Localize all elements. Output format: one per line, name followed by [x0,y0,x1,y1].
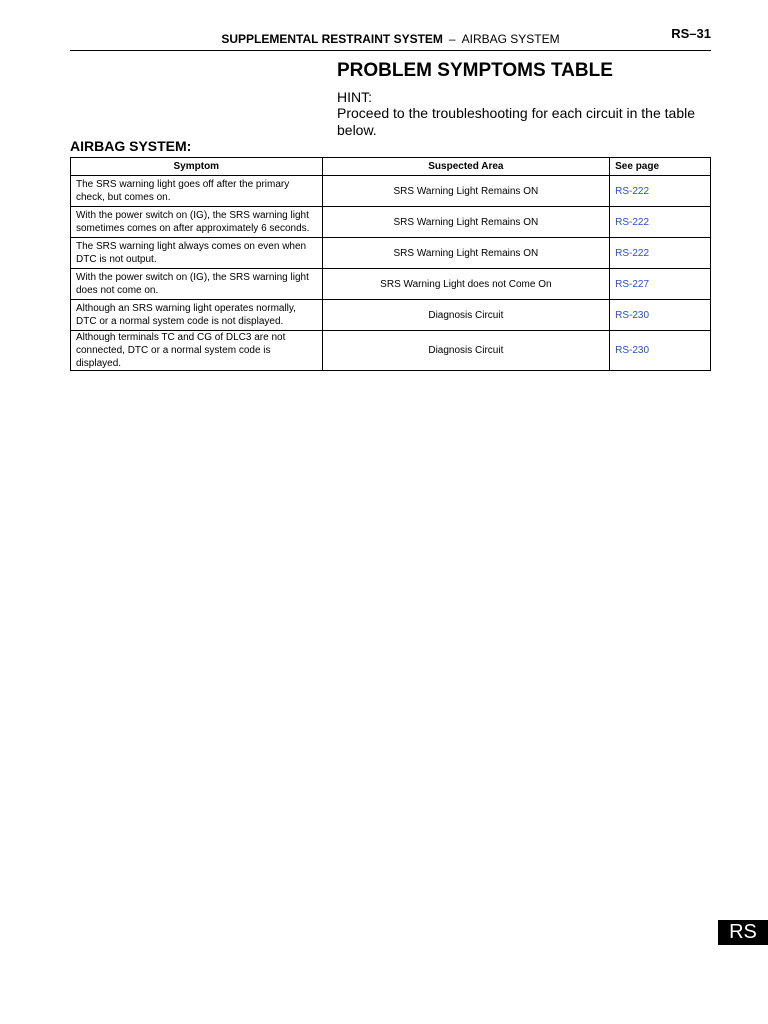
symptom-cell: With the power switch on (IG), the SRS warning light sometimes comes on after approximately 6 seconds. [71,207,323,238]
symptom-cell: Although an SRS warning light operates normally, DTC or a normal system code is not displayed. [71,300,323,331]
table-row [71,207,711,238]
page-title: PROBLEM SYMPTOMS TABLE [337,60,613,81]
table-row [71,238,711,269]
suspected-area-cell: Diagnosis Circuit [322,300,610,331]
symptom-cell: The SRS warning light goes off after the primary check, but comes on. [71,176,323,207]
suspected-area-cell: SRS Warning Light Remains ON [322,176,610,207]
hint-label: HINT: [337,89,372,105]
see-page-cell [610,300,711,331]
header-title [70,32,711,46]
see-page-cell [610,238,711,269]
section-title: AIRBAG SYSTEM: [70,138,192,154]
suspected-area-cell: Diagnosis Circuit [322,331,610,371]
see-page-link[interactable]: RS-222 [615,185,650,197]
column-header-see-page: See page [610,158,711,176]
symptom-cell: The SRS warning light always comes on even when DTC is not output. [71,238,323,269]
table-row [71,331,711,371]
see-page-link[interactable]: RS-222 [615,247,650,259]
suspected-area-cell: SRS Warning Light does not Come On [322,269,610,300]
column-header-suspected-area: Suspected Area [322,158,610,176]
page-header [70,26,711,51]
see-page-cell [610,176,711,207]
problem-symptoms-table [70,157,711,371]
symptom-cell: Although terminals TC and CG of DLC3 are not connected, DTC or a normal system code is displayed. [71,331,323,371]
table-header-row [71,158,711,176]
header-separator: – [448,32,456,46]
suspected-area-cell: SRS Warning Light Remains ON [322,207,610,238]
see-page-cell [610,331,711,371]
page-number: RS–31 [671,26,711,41]
see-page-link[interactable]: RS-230 [615,309,650,321]
header-system: SUPPLEMENTAL RESTRAINT SYSTEM [221,32,443,46]
see-page-link[interactable]: RS-227 [615,278,650,290]
see-page-link[interactable]: RS-222 [615,216,650,228]
see-page-cell [610,269,711,300]
suspected-area-cell: SRS Warning Light Remains ON [322,238,610,269]
symptom-cell: With the power switch on (IG), the SRS warning light does not come on. [71,269,323,300]
section-tab-rs: RS [718,920,768,945]
see-page-cell [610,207,711,238]
table-row [71,300,711,331]
hint-text: Proceed to the troubleshooting for each circuit in the table below. [337,105,695,138]
header-subsystem: AIRBAG SYSTEM [461,32,560,46]
table-row [71,176,711,207]
table-row [71,269,711,300]
see-page-link[interactable]: RS-230 [615,345,650,356]
column-header-symptom: Symptom [71,158,323,176]
